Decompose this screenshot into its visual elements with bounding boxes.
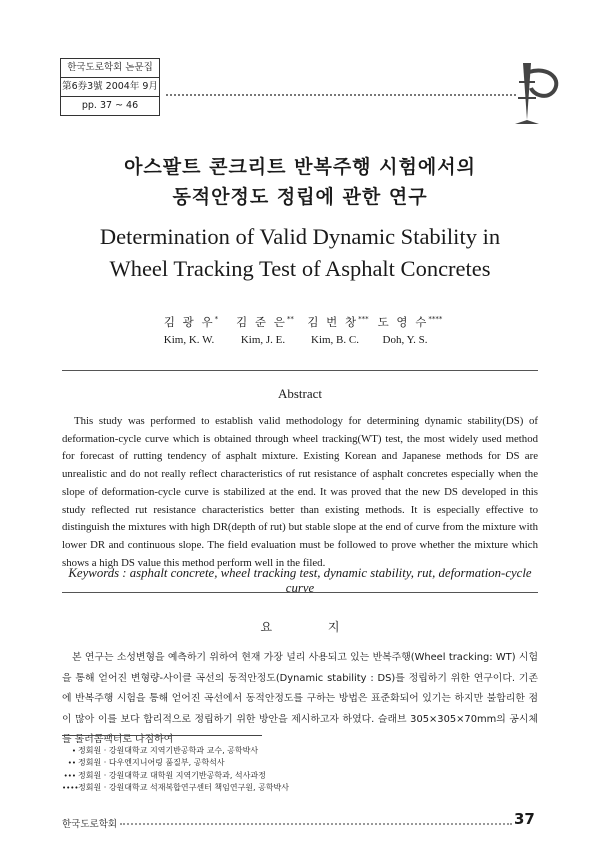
- korean-title-line-2: 동적안정도 정립에 관한 연구: [172, 186, 428, 208]
- journal-info-box: [60, 58, 160, 116]
- journal-volume: 第6券3號 2004年 9月: [61, 78, 159, 97]
- english-title-line-1: Determination of Valid Dynamic Stability in: [99, 224, 501, 249]
- abstract-top-rule: [62, 370, 538, 371]
- keywords: Keywords : asphalt concrete, wheel tracking test, dynamic stability, rut, deformation-cycle curve: [68, 566, 532, 595]
- author-4-english: Doh, Y. S.: [382, 334, 428, 346]
- journal-pages: pp. 37 ~ 46: [81, 100, 139, 111]
- author-3-english: Kim, B. C.: [311, 334, 359, 346]
- footer-society-name: 한국도로학회: [62, 819, 118, 830]
- english-title-line-2: Wheel Tracking Test of Asphalt Concretes: [109, 256, 491, 281]
- author-1-english: Kim, K. W.: [163, 334, 215, 346]
- footnote-2: •• 정회원 · 다우엔지니어링 품질부, 공학석사: [67, 758, 225, 767]
- footer-dotted-line: [120, 823, 512, 825]
- page-number: 37: [514, 810, 535, 828]
- author-4-korean: 도 영 수****: [377, 315, 443, 329]
- footnote-3: ••• 정회원 · 강원대학교 대학원 지역기반공학과, 석사과정: [63, 771, 266, 780]
- abstract-bottom-rule: [62, 592, 538, 593]
- abstract-heading: Abstract: [277, 386, 323, 401]
- summary-heading: 요 지: [260, 620, 366, 634]
- road-society-logo-icon: [505, 58, 565, 128]
- abstract-body: This study was performed to establish valid methodology for determining dynamic stability(DS) of deformation-cycle curve which is obtained through wheel tracking(WT) test, the most widely used method for forecast of rutting tendency of asphalt mixture. Existing Korean and Japanese methods for DS are unrealistic and do not really reflect characteristics of rut resistance of asphalt concretes especially when the slope of deformation-cycle curve is stabilized at the end. It was proved that the new DS developed in this study reflected rut resistance characteristics better than existing methods. It is especially effective to distinguish the mixtures with high DR(depth of rut) but stable slope at the end of curve from the mixture with lower DR and continuous slope. The field evaluation must be followed to prove whether the mixture which shows a high DS value this method perform well in the filed.: [62, 415, 538, 569]
- header-dotted-line: [166, 94, 516, 96]
- korean-title-line-1: 아스팔트 콘크리트 반복주행 시험에서의: [124, 156, 476, 178]
- footnote-rule: [62, 735, 262, 736]
- footnote-4: ••••정회원 · 강원대학교 석재복합연구센터 책임연구원, 공학박사: [62, 783, 289, 792]
- author-3-korean: 김 번 창***: [307, 315, 369, 329]
- author-2-english: Kim, J. E.: [240, 334, 286, 346]
- journal-name: 한국도로학회 논문집: [61, 59, 159, 78]
- author-1-korean: 김 광 우*: [163, 315, 219, 329]
- author-2-korean: 김 준 은**: [236, 315, 294, 329]
- summary-body: 본 연구는 소성변형을 예측하기 위하여 현재 가장 널리 사용되고 있는 반복주행(Wheel tracking: WT) 시험을 통해 얻어진 변형량-사이클 곡선의 동적안정도(Dynamic stability : DS)를 정립하기 위한 연구이다. 기존에 반복주행 시험을 통해 얻어진 곡선에서 동적안정도를 구하는 방법은 표준화되어 있기는 하지만 불합리한 점이 많아 이를 보다 합리적으로 정립하기 위한 방안을 제시하고자 하였다. 슬래브 305×305×70mm의 공시체를 롤러콤팩터로 다짐하여: [62, 652, 538, 745]
- footnote-1: • 정회원 · 강원대학교 지역기반공학과 교수, 공학박사: [71, 746, 259, 755]
